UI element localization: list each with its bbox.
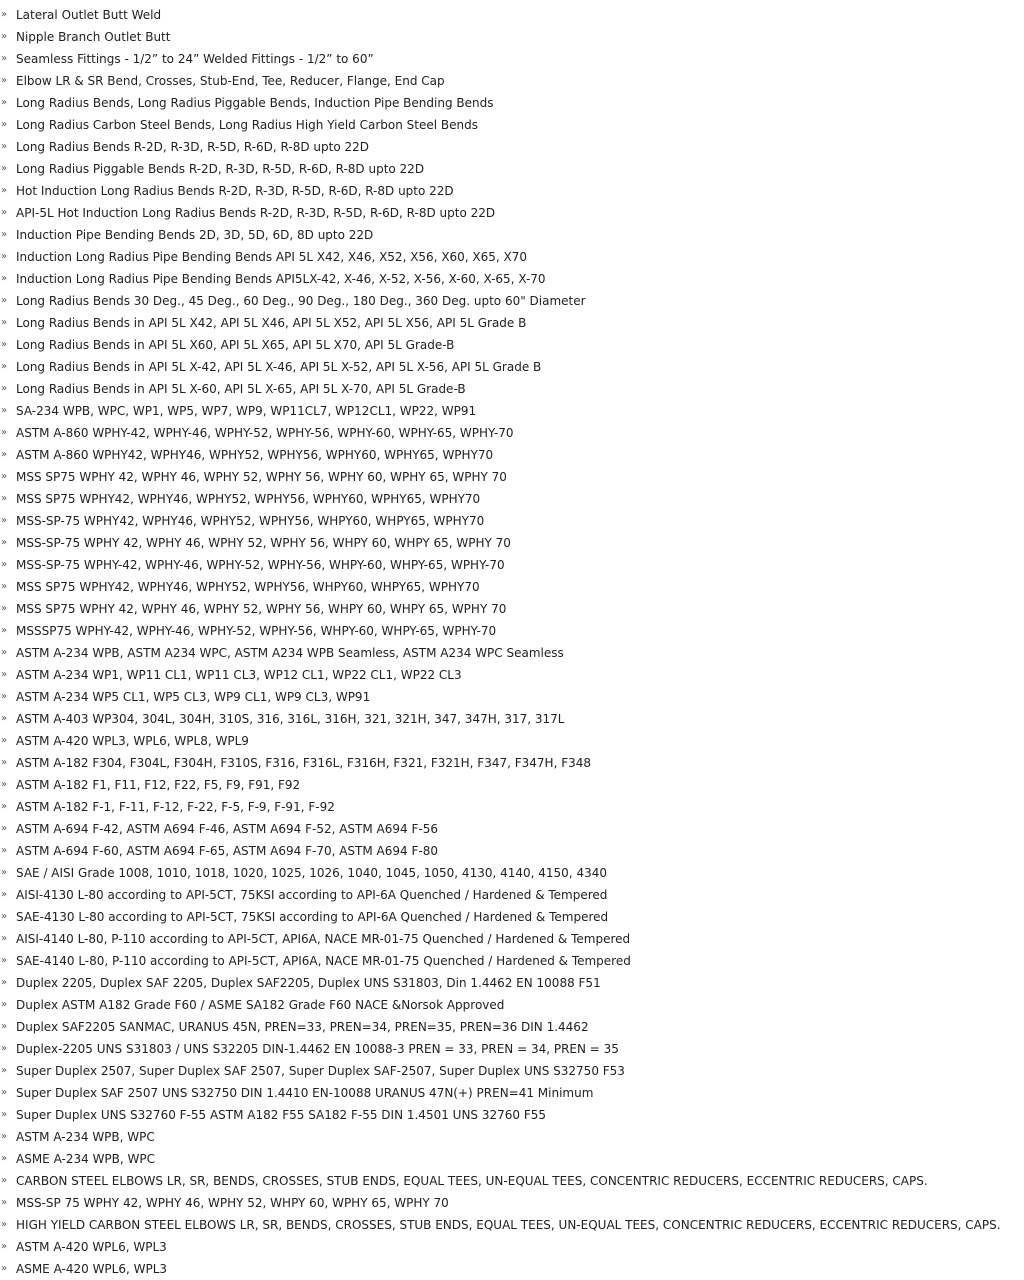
list-item-text: MSS SP75 WPHY 42, WPHY 46, WPHY 52, WPHY 56, WPHY 60, WPHY 65, WPHY 70 — [16, 470, 507, 484]
list-item — [0, 664, 1024, 686]
list-item-text: MSS SP75 WPHY 42, WPHY 46, WPHY 52, WPHY 56, WHPY 60, WHPY 65, WPHY 70 — [16, 602, 507, 616]
bullet-icon: » — [1, 625, 8, 636]
bullet-icon: » — [1, 471, 8, 482]
list-item-text: Super Duplex 2507, Super Duplex SAF 2507, Super Duplex SAF-2507, Super Duplex UNS S32750 F53 — [16, 1064, 625, 1078]
list-item-text: ASTM A-182 F-1, F-11, F-12, F-22, F-5, F-9, F-91, F-92 — [16, 800, 335, 814]
list-item-text: Elbow LR & SR Bend, Crosses, Stub-End, Tee, Reducer, Flange, End Cap — [16, 74, 445, 88]
bullet-icon: » — [1, 757, 8, 768]
list-item — [0, 1126, 1024, 1148]
bullet-icon: » — [1, 251, 8, 262]
list-item-text: Duplex ASTM A182 Grade F60 / ASME SA182 Grade F60 NACE &Norsok Approved — [16, 998, 505, 1012]
bullet-icon: » — [1, 1175, 8, 1186]
list-item — [0, 1192, 1024, 1214]
list-item-text: Long Radius Carbon Steel Bends, Long Radius High Yield Carbon Steel Bends — [16, 118, 478, 132]
list-item-text: Long Radius Bends 30 Deg., 45 Deg., 60 Deg., 90 Deg., 180 Deg., 360 Deg. upto 60" Diameter — [16, 294, 586, 308]
list-item-text: Long Radius Bends in API 5L X60, API 5L X65, API 5L X70, API 5L Grade-B — [16, 338, 455, 352]
list-item — [0, 4, 1024, 26]
list-item — [0, 268, 1024, 290]
list-item — [0, 1236, 1024, 1258]
bullet-icon: » — [1, 559, 8, 570]
list-item-text: Duplex 2205, Duplex SAF 2205, Duplex SAF2205, Duplex UNS S31803, Din 1.4462 EN 10088 F51 — [16, 976, 601, 990]
list-item — [0, 510, 1024, 532]
list-item — [0, 598, 1024, 620]
bullet-icon: » — [1, 801, 8, 812]
list-item — [0, 312, 1024, 334]
list-item-text: MSS SP75 WPHY42, WPHY46, WPHY52, WPHY56, WPHY60, WPHY65, WPHY70 — [16, 492, 481, 506]
bullet-icon: » — [1, 1197, 8, 1208]
list-item-text: MSSSP75 WPHY-42, WPHY-46, WPHY-52, WPHY-56, WHPY-60, WHPY-65, WPHY-70 — [16, 624, 497, 638]
list-item-text: ASTM A-860 WPHY-42, WPHY-46, WPHY-52, WPHY-56, WPHY-60, WPHY-65, WPHY-70 — [16, 426, 514, 440]
bullet-icon: » — [1, 911, 8, 922]
list-item-text: Nipple Branch Outlet Butt — [16, 30, 171, 44]
list-item — [0, 1170, 1024, 1192]
bullet-icon: » — [1, 53, 8, 64]
list-item — [0, 840, 1024, 862]
list-item — [0, 1016, 1024, 1038]
bullet-icon: » — [1, 1087, 8, 1098]
list-item — [0, 752, 1024, 774]
list-item — [0, 1214, 1024, 1236]
bullet-icon: » — [1, 163, 8, 174]
bullet-icon: » — [1, 823, 8, 834]
list-item — [0, 488, 1024, 510]
list-item — [0, 576, 1024, 598]
list-item — [0, 774, 1024, 796]
bullet-icon: » — [1, 515, 8, 526]
bullet-icon: » — [1, 955, 8, 966]
list-item-text: ASTM A-860 WPHY42, WPHY46, WPHY52, WPHY56, WPHY60, WPHY65, WPHY70 — [16, 448, 494, 462]
list-item — [0, 906, 1024, 928]
list-item-text: MSS-SP-75 WPHY 42, WPHY 46, WPHY 52, WPHY 56, WHPY 60, WHPY 65, WPHY 70 — [16, 536, 511, 550]
bullet-icon: » — [1, 647, 8, 658]
list-item — [0, 972, 1024, 994]
list-item — [0, 334, 1024, 356]
list-item — [0, 400, 1024, 422]
bullet-icon: » — [1, 119, 8, 130]
list-item-text: Duplex SAF2205 SANMAC, URANUS 45N, PREN=33, PREN=34, PREN=35, PREN=36 DIN 1.4462 — [16, 1020, 589, 1034]
bullet-icon: » — [1, 603, 8, 614]
list-item-text: SAE / AISI Grade 1008, 1010, 1018, 1020, 1025, 1026, 1040, 1045, 1050, 4130, 4140, 4150, 4340 — [16, 866, 607, 880]
bullet-icon: » — [1, 273, 8, 284]
list-item-text: Long Radius Bends in API 5L X-60, API 5L X-65, API 5L X-70, API 5L Grade-B — [16, 382, 466, 396]
bullet-icon: » — [1, 31, 8, 42]
list-item-text: ASTM A-182 F1, F11, F12, F22, F5, F9, F91, F92 — [16, 778, 301, 792]
list-item — [0, 114, 1024, 136]
list-item-text: AISI-4130 L-80 according to API-5CT, 75KSI according to API-6A Quenched / Hardened & Tempered — [16, 888, 608, 902]
list-item-text: API-5L Hot Induction Long Radius Bends R-2D, R-3D, R-5D, R-6D, R-8D upto 22D — [16, 206, 496, 220]
list-item — [0, 158, 1024, 180]
list-item-text: ASTM A-694 F-60, ASTM A694 F-65, ASTM A694 F-70, ASTM A694 F-80 — [16, 844, 438, 858]
bullet-icon: » — [1, 537, 8, 548]
list-item-text: Hot Induction Long Radius Bends R-2D, R-3D, R-5D, R-6D, R-8D upto 22D — [16, 184, 454, 198]
list-item-text: Duplex-2205 UNS S31803 / UNS S32205 DIN-1.4462 EN 10088-3 PREN = 33, PREN = 34, PREN = 35 — [16, 1042, 619, 1056]
bullet-icon: » — [1, 141, 8, 152]
list-item-text: Long Radius Bends in API 5L X-42, API 5L X-46, API 5L X-52, API 5L X-56, API 5L Grade B — [16, 360, 542, 374]
bullet-icon: » — [1, 669, 8, 680]
bullet-icon: » — [1, 295, 8, 306]
list-item — [0, 356, 1024, 378]
bullet-icon: » — [1, 1153, 8, 1164]
bullet-icon: » — [1, 1021, 8, 1032]
list-item — [0, 378, 1024, 400]
list-item-text: AISI-4140 L-80, P-110 according to API-5CT, API6A, NACE MR-01-75 Quenched / Hardened & Tempered — [16, 932, 631, 946]
list-item-text: Long Radius Piggable Bends R-2D, R-3D, R-5D, R-6D, R-8D upto 22D — [16, 162, 425, 176]
list-item-text: MSS-SP 75 WPHY 42, WPHY 46, WPHY 52, WHPY 60, WPHY 65, WPHY 70 — [16, 1196, 449, 1210]
list-item-text: Lateral Outlet Butt Weld — [16, 8, 162, 22]
list-item-text: Induction Long Radius Pipe Bending Bends API5LX-42, X-46, X-52, X-56, X-60, X-65, X-70 — [16, 272, 546, 286]
list-item — [0, 950, 1024, 972]
list-item-text: ASTM A-403 WP304, 304L, 304H, 310S, 316, 316L, 316H, 321, 321H, 347, 347H, 317, 317L — [16, 712, 565, 726]
bullet-icon: » — [1, 1131, 8, 1142]
bullet-icon: » — [1, 1219, 8, 1230]
list-item-text: ASTM A-420 WPL6, WPL3 — [16, 1240, 167, 1254]
list-item-text: ASTM A-182 F304, F304L, F304H, F310S, F316, F316L, F316H, F321, F321H, F347, F347H, F348 — [16, 756, 591, 770]
list-item — [0, 884, 1024, 906]
list-item-text: Long Radius Bends R-2D, R-3D, R-5D, R-6D, R-8D upto 22D — [16, 140, 370, 154]
list-item — [0, 422, 1024, 444]
list-item-text: Super Duplex UNS S32760 F-55 ASTM A182 F55 SA182 F-55 DIN 1.4501 UNS 32760 F55 — [16, 1108, 547, 1122]
list-item — [0, 686, 1024, 708]
list-item — [0, 1060, 1024, 1082]
bullet-icon: » — [1, 933, 8, 944]
list-item-text: ASTM A-234 WP1, WP11 CL1, WP11 CL3, WP12 CL1, WP22 CL1, WP22 CL3 — [16, 668, 462, 682]
list-item-text: ASTM A-234 WP5 CL1, WP5 CL3, WP9 CL1, WP9 CL3, WP91 — [16, 690, 371, 704]
list-item — [0, 642, 1024, 664]
list-item — [0, 92, 1024, 114]
bullet-icon: » — [1, 317, 8, 328]
bullet-icon: » — [1, 339, 8, 350]
bullet-icon: » — [1, 999, 8, 1010]
bullet-icon: » — [1, 9, 8, 20]
list-item-text: MSS SP75 WPHY42, WPHY46, WPHY52, WPHY56, WHPY60, WHPY65, WPHY70 — [16, 580, 480, 594]
list-item — [0, 290, 1024, 312]
bullet-icon: » — [1, 449, 8, 460]
bullet-icon: » — [1, 735, 8, 746]
list-item — [0, 1104, 1024, 1126]
list-item — [0, 620, 1024, 642]
list-item-text: Super Duplex SAF 2507 UNS S32750 DIN 1.4410 EN-10088 URANUS 47N(+) PREN=41 Minimum — [16, 1086, 594, 1100]
list-item — [0, 928, 1024, 950]
list-item — [0, 554, 1024, 576]
list-item — [0, 180, 1024, 202]
list-item-text: ASTM A-234 WPB, WPC — [16, 1130, 155, 1144]
bullet-icon: » — [1, 493, 8, 504]
list-item-text: Long Radius Bends in API 5L X42, API 5L X46, API 5L X52, API 5L X56, API 5L Grade B — [16, 316, 527, 330]
bullet-icon: » — [1, 1043, 8, 1054]
bullet-icon: » — [1, 581, 8, 592]
list-item — [0, 862, 1024, 884]
list-item-text: Induction Pipe Bending Bends 2D, 3D, 5D, 6D, 8D upto 22D — [16, 228, 374, 242]
bullet-icon: » — [1, 691, 8, 702]
bullet-icon: » — [1, 75, 8, 86]
bullet-icon: » — [1, 713, 8, 724]
list-item — [0, 26, 1024, 48]
list-item — [0, 246, 1024, 268]
list-item-text: MSS-SP-75 WPHY-42, WPHY-46, WPHY-52, WPHY-56, WHPY-60, WHPY-65, WPHY-70 — [16, 558, 505, 572]
bullet-icon: » — [1, 185, 8, 196]
bullet-icon: » — [1, 1109, 8, 1120]
bullet-icon: » — [1, 1065, 8, 1076]
list-item — [0, 224, 1024, 246]
bullet-icon: » — [1, 97, 8, 108]
bullet-icon: » — [1, 779, 8, 790]
list-item-text: SA-234 WPB, WPC, WP1, WP5, WP7, WP9, WP11CL7, WP12CL1, WP22, WP91 — [16, 404, 477, 418]
list-item — [0, 136, 1024, 158]
list-item-text: ASME A-420 WPL6, WPL3 — [16, 1262, 168, 1276]
list-item-text: Induction Long Radius Pipe Bending Bends API 5L X42, X46, X52, X56, X60, X65, X70 — [16, 250, 528, 264]
list-item — [0, 994, 1024, 1016]
bullet-icon: » — [1, 867, 8, 878]
list-item — [0, 444, 1024, 466]
list-item — [0, 48, 1024, 70]
bullet-icon: » — [1, 1263, 8, 1274]
list-item-text: ASTM A-234 WPB, ASTM A234 WPC, ASTM A234 WPB Seamless, ASTM A234 WPC Seamless — [16, 646, 564, 660]
list-item-text: SAE-4130 L-80 according to API-5CT, 75KSI according to API-6A Quenched / Hardened & Tempered — [16, 910, 609, 924]
list-item — [0, 466, 1024, 488]
bullet-icon: » — [1, 361, 8, 372]
bullet-icon: » — [1, 1241, 8, 1252]
list-item — [0, 202, 1024, 224]
list-item — [0, 1082, 1024, 1104]
list-item — [0, 730, 1024, 752]
bullet-icon: » — [1, 427, 8, 438]
list-item-text: SAE-4140 L-80, P-110 according to API-5CT, API6A, NACE MR-01-75 Quenched / Hardened & Tempered — [16, 954, 631, 968]
bullet-icon: » — [1, 383, 8, 394]
list-item — [0, 532, 1024, 554]
list-item — [0, 70, 1024, 92]
bullet-icon: » — [1, 405, 8, 416]
list-item-text: Long Radius Bends, Long Radius Piggable Bends, Induction Pipe Bending Bends — [16, 96, 494, 110]
list-item-text: ASTM A-694 F-42, ASTM A694 F-46, ASTM A694 F-52, ASTM A694 F-56 — [16, 822, 438, 836]
list-item — [0, 1148, 1024, 1170]
bullet-icon: » — [1, 207, 8, 218]
bullet-icon: » — [1, 977, 8, 988]
list-item — [0, 818, 1024, 840]
bullet-icon: » — [1, 845, 8, 856]
list-item-text: Seamless Fittings - 1/2” to 24” Welded Fittings - 1/2” to 60” — [16, 52, 374, 66]
list-item — [0, 796, 1024, 818]
list-item-text: CARBON STEEL ELBOWS LR, SR, BENDS, CROSSES, STUB ENDS, EQUAL TEES, UN-EQUAL TEES, CONCENTRIC REDUCERS, ECCENTRIC REDUCERS, CAPS. — [16, 1174, 928, 1188]
bullet-icon: » — [1, 229, 8, 240]
list-item — [0, 1038, 1024, 1060]
list-item — [0, 708, 1024, 730]
list-item-text: ASME A-234 WPB, WPC — [16, 1152, 156, 1166]
list-item-text: HIGH YIELD CARBON STEEL ELBOWS LR, SR, BENDS, CROSSES, STUB ENDS, EQUAL TEES, UN-EQUAL TEES, CONCENTRIC REDUCERS, ECCENTRIC REDUCERS, CAPS. — [16, 1218, 1001, 1232]
bullet-icon: » — [1, 889, 8, 900]
list-item-text: ASTM A-420 WPL3, WPL6, WPL8, WPL9 — [16, 734, 249, 748]
list-item-text: MSS-SP-75 WPHY42, WPHY46, WPHY52, WPHY56, WHPY60, WHPY65, WPHY70 — [16, 514, 485, 528]
